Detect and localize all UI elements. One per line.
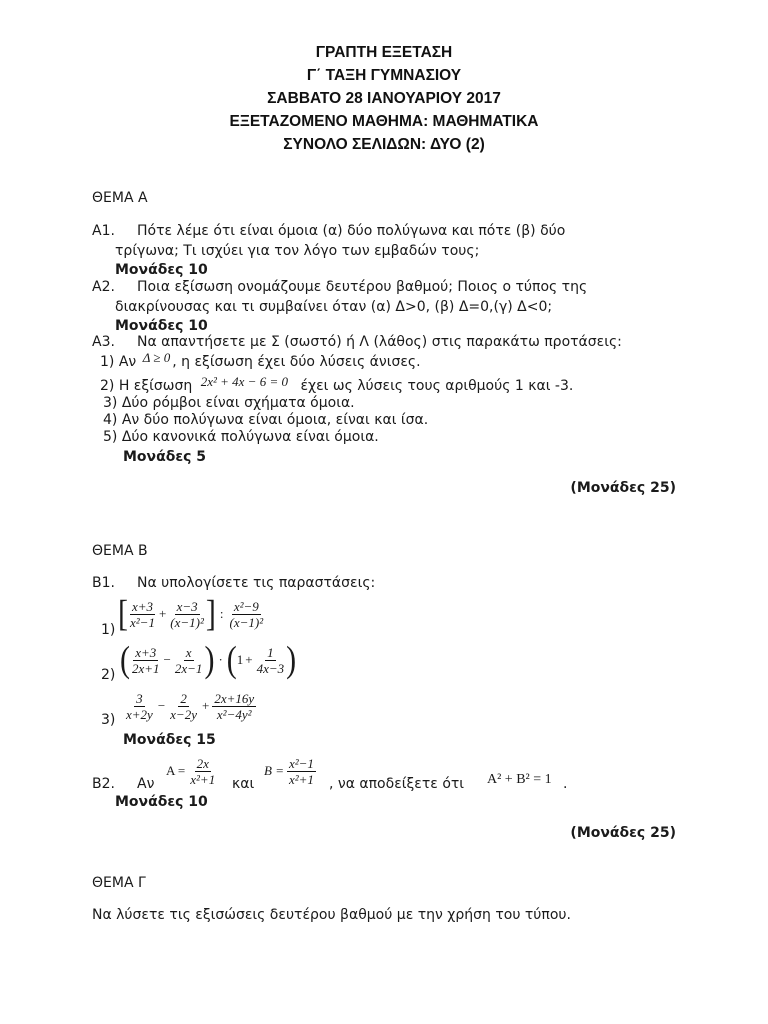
- paren-left: (: [120, 638, 130, 680]
- thema-a-total: (Μονάδες 25): [570, 480, 676, 496]
- a1-marks: Μονάδες 10: [115, 262, 208, 278]
- expr-1-number: 1): [101, 622, 116, 638]
- expression-3: $\frac{3}{x+2y}$ − $\frac{2}{x-2y}$ + $\frac{2x+16y}{\text{x²−4y²}}$: [126, 690, 255, 722]
- expr-2-number: 2): [101, 667, 116, 683]
- thema-b-title: ΘΕΜΑ Β: [92, 543, 148, 559]
- a2-marks: Μονάδες 10: [115, 318, 208, 334]
- b1-label: Β1.: [92, 575, 115, 591]
- statement-1-pre: Αν: [118, 354, 137, 370]
- exam-title: ΓΡΑΠΤΗ ΕΞΕΤΑΣΗ: [315, 44, 453, 61]
- b2-equation: Α² + Β² = 1: [487, 772, 552, 787]
- statement-4: 4) Αν δύο πολύγωνα είναι όμοια, είναι και ίσα.: [103, 412, 429, 428]
- thema-g-text: Να λύσετε τις εξισώσεις δευτέρου βαθμού με την χρήση του τύπου.: [92, 907, 571, 923]
- expression-1: [ $\frac{x+3}{\text{x²−1}}$ + $\frac{x-3}{\text{(x−1)²}}$ ] : $\frac{\text{x²−9}}{\text{(x−1)²}}$: [118, 592, 264, 634]
- statement-1: [100, 350, 421, 370]
- paren-left: (: [226, 638, 237, 680]
- b2-formula-b: B = $\frac{\text{x²−1}}{\text{x²+1}}$: [264, 755, 314, 787]
- a2-text-line2: διακρίνουσας και τι συμβαίνει όταν (α) Δ>0, (β) Δ=0,(γ) Δ<0;: [115, 299, 553, 315]
- expr-3-number: 3): [101, 712, 116, 728]
- subject-line: ΕΞΕΤΑΖΟΜΕΝΟ ΜΑΘΗΜΑ: ΜΑΘΗΜΑΤΙΚΑ: [229, 113, 539, 130]
- fraction: $\frac{x+3}{2x+1}$: [132, 644, 160, 676]
- date-line: ΣΑΒΒΑΤΟ 28 ΙΑΝΟΥΑΡΙΟΥ 2017: [267, 90, 501, 107]
- fraction: $\frac{x+3}{\text{x²−1}}$: [130, 598, 155, 630]
- b1-marks: Μονάδες 15: [123, 732, 216, 748]
- a2-label: Α2.: [92, 279, 115, 295]
- b2-kai: και: [232, 776, 255, 792]
- a1-label: Α1.: [92, 223, 115, 239]
- fraction: $\frac{1}{4x-3}$: [256, 644, 285, 676]
- fraction: $\frac{\text{x²−1}}{\text{x²+1}}$: [288, 755, 314, 787]
- statement-1-post: , η εξίσωση έχει δύο λύσεις άνισες.: [172, 354, 421, 370]
- b2-marks: Μονάδες 10: [115, 794, 208, 810]
- statement-2-pre: Η εξίσωση: [118, 378, 193, 394]
- bracket-left: [: [118, 592, 128, 634]
- a2-text-line1: Ποια εξίσωση ονομάζουμε δευτέρου βαθμού; Ποιος ο τύπος της: [137, 279, 588, 295]
- thema-g-title: ΘΕΜΑ Γ: [92, 875, 146, 891]
- a3-text: Να απαντήσετε με Σ (σωστό) ή Λ (λάθος) στις παρακάτω προτάσεις:: [137, 334, 622, 350]
- statement-3: 3) Δύο ρόμβοι είναι σχήματα όμοια.: [103, 395, 355, 411]
- thema-a-title: ΘΕΜΑ Α: [92, 190, 148, 206]
- fraction: $\frac{2}{x-2y}$: [170, 690, 197, 722]
- class-line: Γ΄ ΤΑΞΗ ΓΥΜΝΑΣΙΟΥ: [306, 67, 462, 84]
- b2-label: Β2.: [92, 776, 115, 792]
- paren-right: ): [286, 638, 297, 680]
- fraction: $\frac{2x+16y}{\text{x²−4y²}}$: [214, 690, 255, 722]
- b1-text: Να υπολογίσετε τις παραστάσεις:: [137, 575, 376, 591]
- b2-dot: .: [563, 776, 568, 792]
- fraction: $\frac{x-3}{\text{(x−1)²}}$: [170, 598, 204, 630]
- fraction: $\frac{2x}{\text{x²+1}}$: [190, 755, 216, 787]
- b2-an: Αν: [137, 776, 155, 792]
- a1-text-line2: τρίγωνα; Τι ισχύει για τον λόγο των εμβαδών τους;: [115, 243, 480, 259]
- statement-5: 5) Δύο κανονικά πολύγωνα είναι όμοια.: [103, 429, 379, 445]
- a3-label: Α3.: [92, 334, 115, 350]
- fraction: $\frac{3}{x+2y}$: [126, 690, 153, 722]
- b2-post: , να αποδείξετε ότι: [329, 776, 465, 792]
- bracket-right: ]: [205, 592, 216, 634]
- fraction: $\frac{\text{x²−9}}{\text{(x−1)²}}$: [229, 598, 264, 630]
- pages-line: ΣΥΝΟΛΟ ΣΕΛΙΔΩΝ: ΔΥΟ (2): [283, 136, 485, 153]
- statement-1-number: 1): [100, 354, 115, 370]
- b2-formula-a: Α = $\frac{2x}{\text{x²+1}}$: [166, 755, 216, 787]
- fraction: $\frac{x}{2x-1}$: [174, 644, 203, 676]
- thema-b-total: (Μονάδες 25): [570, 825, 676, 841]
- statement-2: [100, 374, 574, 394]
- a1-text-line1: Πότε λέμε ότι είναι όμοια (α) δύο πολύγωνα και πότε (β) δύο: [137, 223, 566, 239]
- statement-1-math: Δ ≥ 0: [142, 350, 171, 365]
- statement-2-math: 2x² + 4x − 6 = 0: [200, 374, 288, 389]
- expression-2: ( $\frac{x+3}{2x+1}$ − $\frac{x}{2x-1}$ ) · ( 1 + $\frac{1}{4x-3}$ ): [120, 638, 297, 680]
- paren-right: ): [204, 638, 215, 680]
- a3-marks: Μονάδες 5: [123, 449, 207, 465]
- statement-2-number: 2): [100, 378, 115, 394]
- statement-2-post: έχει ως λύσεις τους αριθμούς 1 και -3.: [300, 378, 574, 394]
